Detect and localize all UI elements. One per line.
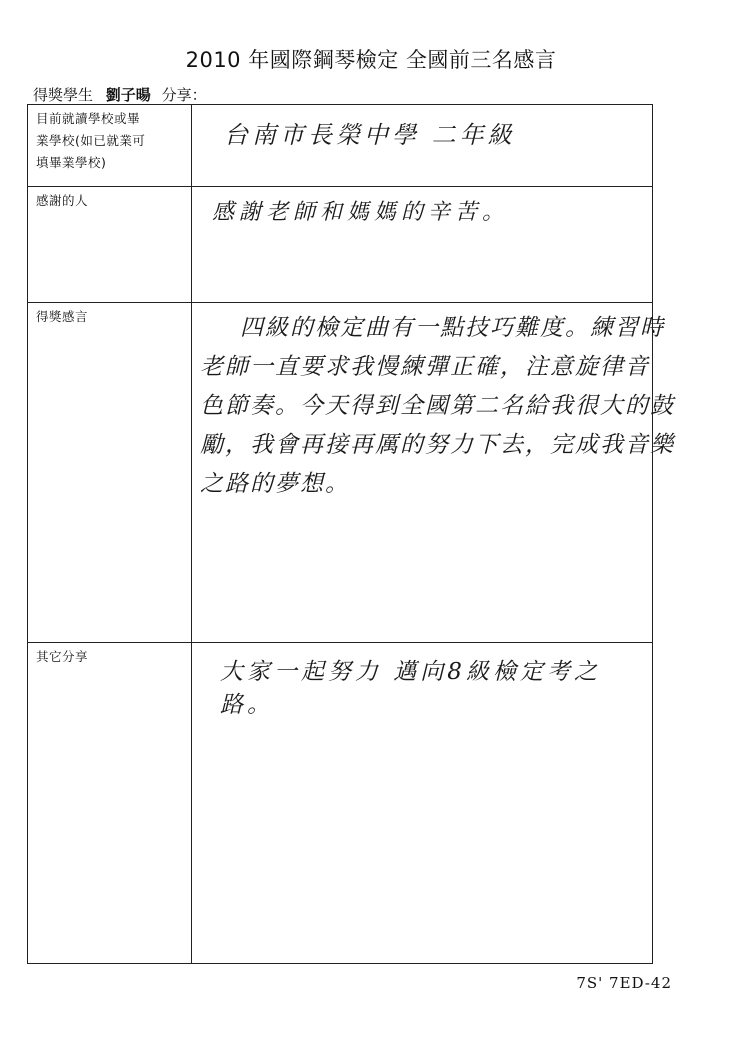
school-label-line: 業學校(如已就業可 <box>36 133 146 148</box>
speech-row <box>28 303 653 643</box>
student-line <box>33 84 207 105</box>
speech-line: 老師一直要求我慢練彈正確，注意旋律音 <box>200 354 650 380</box>
document-code: 7S' 7ED-42 <box>576 974 672 992</box>
thanks-answer-cell <box>192 187 653 303</box>
school-answer-cell <box>192 105 653 187</box>
speech-line: 之路的夢想。 <box>200 471 350 497</box>
thanks-answer: 感謝老師和媽媽的辛苦。 <box>212 200 510 225</box>
other-label <box>28 643 192 964</box>
thanks-label <box>28 187 192 303</box>
speech-line: 勵，我會再接再厲的努力下去，完成我音樂 <box>200 432 675 458</box>
school-row <box>28 105 653 187</box>
speech-line: 色節奏。今天得到全國第二名給我很大的鼓 <box>200 393 675 419</box>
other-label-line: 其它分享 <box>36 649 89 664</box>
school-label-line: 目前就讀學校或畢 <box>36 111 141 126</box>
speech-answer <box>200 309 675 504</box>
student-name: 劉子暘 <box>105 86 151 104</box>
testimonial-form <box>27 104 675 964</box>
student-label: 得獎學生 <box>33 86 94 104</box>
speech-answer-cell <box>192 303 675 643</box>
other-row <box>28 643 653 964</box>
speech-label <box>28 303 192 643</box>
other-answer: 大家一起努力 邁向8級檢定考之路。 <box>220 659 601 718</box>
other-answer-cell <box>192 643 653 964</box>
thanks-row <box>28 187 653 303</box>
school-answer: 台南市長榮中學 二年級 <box>224 121 516 149</box>
page-title: 2010 年國際鋼琴檢定 全國前三名感言 <box>185 48 557 72</box>
school-label-line: 填畢業學校) <box>36 155 107 170</box>
thanks-label-line: 感謝的人 <box>36 193 89 208</box>
school-label <box>28 105 192 187</box>
speech-label-line: 得獎感言 <box>36 309 89 324</box>
speech-line: 四級的檢定曲有一點技巧難度。練習時 <box>240 315 665 341</box>
share-label: 分享： <box>161 86 207 104</box>
